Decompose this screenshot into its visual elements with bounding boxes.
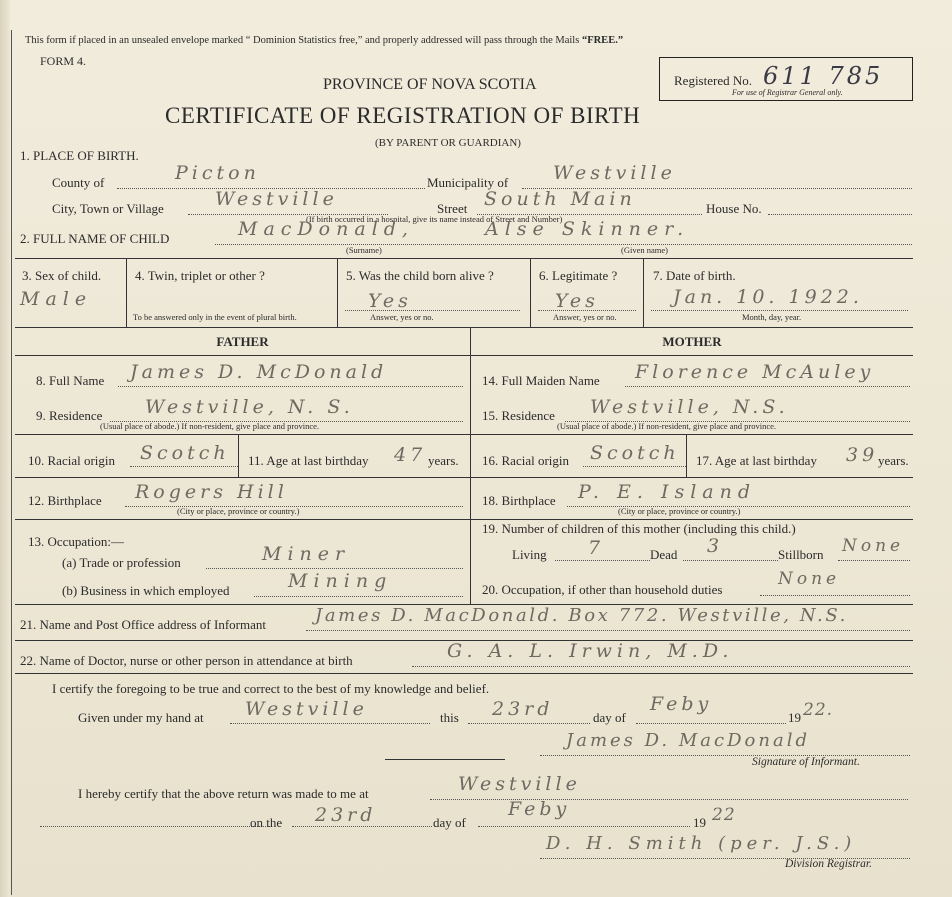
father-residence-value: Westville, N. S. [145, 396, 354, 418]
mail-notice-text: This form if placed in an unsealed envelope marked “ Dominion Statistics free,” and properly addressed will pass through the Mails [25, 35, 580, 46]
alive-answer-note: Answer, yes or no. [370, 312, 434, 322]
living-label: Living [512, 547, 547, 562]
child-surname-value: MacDonald, [238, 218, 414, 240]
informant-label: 21. Name and Post Office address of Informant [20, 617, 266, 632]
mother-name-value: Florence McAuley [635, 361, 875, 383]
county-value: Picton [175, 162, 260, 184]
father-heading: FATHER [216, 334, 269, 349]
father-age-years: years. [428, 453, 459, 468]
county-label: County of [52, 175, 105, 190]
given-month-value: Feby [650, 693, 713, 715]
registrar-place-value: Westville [458, 773, 581, 795]
twin-label: 4. Twin, triplet or other ? [135, 268, 265, 283]
on-the-label: on the [250, 815, 283, 830]
registrar-certify-text: I hereby certify that the above return was made to me at [78, 786, 369, 801]
mother-racial-value: Scotch [590, 442, 680, 464]
dob-value: Jan. 10. 1922. [673, 286, 863, 308]
registrar-day-value: 23rd [315, 804, 377, 826]
mother-occupation-label: 20. Occupation, if other than household duties [482, 582, 723, 597]
given-year-prefix: 19 [788, 710, 801, 725]
father-name-value: James D. McDonald [130, 361, 388, 383]
given-place-value: Westville [245, 698, 368, 720]
doctor-label: 22. Name of Doctor, nurse or other person in attendance at birth [20, 653, 353, 668]
mother-age-label: 17. Age at last birthday [696, 453, 817, 468]
father-trade-value: Miner [262, 543, 351, 565]
municipality-label: Municipality of [427, 175, 509, 190]
father-business-value: Mining [288, 570, 393, 592]
street-value: South Main [484, 188, 636, 210]
father-trade-label: (a) Trade or profession [62, 555, 181, 570]
mother-residence-value: Westville, N.S. [590, 396, 789, 418]
street-label: Street [437, 201, 468, 216]
mother-heading: MOTHER [662, 334, 722, 349]
form-number: FORM 4. [40, 54, 87, 68]
stillborn-label: Stillborn [778, 547, 824, 562]
alive-label: 5. Was the child born alive ? [346, 268, 494, 283]
doctor-value: G. A. L. Irwin, M.D. [447, 640, 734, 662]
dob-note: Month, day, year. [742, 312, 802, 322]
father-name-label: 8. Full Name [36, 373, 105, 388]
father-racial-label: 10. Racial origin [28, 453, 116, 468]
mother-residence-label: 15. Residence [482, 408, 555, 423]
mother-birthplace-label: 18. Birthplace [482, 493, 556, 508]
given-day-of-label: day of [593, 710, 626, 725]
father-birthplace-note: (City or place, province or country.) [177, 506, 300, 516]
mother-children-label: 19. Number of children of this mother (including this child.) [482, 521, 796, 536]
alive-value: Yes [368, 290, 412, 312]
division-registrar-label: Division Registrar. [785, 858, 872, 870]
mother-age-years: years. [878, 453, 909, 468]
registrar-day-of-label: day of [433, 815, 466, 830]
page-margin-line [11, 30, 12, 895]
twin-note: To be answered only in the event of plural birth. [133, 312, 297, 322]
dob-label: 7. Date of birth. [653, 268, 736, 283]
surname-note: (Surname) [346, 245, 382, 255]
legitimate-value: Yes [555, 290, 599, 312]
sex-label: 3. Sex of child. [22, 268, 102, 283]
city-label: City, Town or Village [52, 201, 164, 216]
father-birthplace-value: Rogers Hill [135, 481, 288, 503]
given-name-note: (Given name) [621, 245, 668, 255]
informant-signature: James D. MacDonald [566, 730, 810, 751]
registrar-month-value: Feby [508, 798, 571, 820]
city-value: Westville [215, 188, 338, 210]
legitimate-label: 6. Legitimate ? [539, 268, 618, 283]
this-label: this [440, 710, 459, 725]
given-year-value: 22. [803, 700, 834, 720]
father-residence-note: (Usual place of abode.) If non-resident, give place and province. [100, 421, 320, 431]
certificate-subtitle: (BY PARENT OR GUARDIAN) [375, 137, 521, 149]
stillborn-value: None [842, 536, 905, 556]
house-number-label: House No. [706, 201, 762, 216]
mother-name-label: 14. Full Maiden Name [482, 373, 600, 388]
father-racial-value: Scotch [140, 442, 230, 464]
father-business-label: (b) Business in which employed [62, 583, 230, 598]
certificate-title: CERTIFICATE OF REGISTRATION OF BIRTH [165, 103, 641, 128]
mother-birthplace-note: (City or place, province or country.) [618, 506, 741, 516]
child-given-name-value: Alse Skinner. [485, 218, 690, 240]
given-day-value: 23rd [492, 698, 554, 720]
father-age-value: 47 [394, 444, 427, 466]
registered-label: Registered No. [674, 73, 752, 88]
mother-residence-note: (Usual place of abode.) If non-resident, give place and province. [557, 421, 777, 431]
registrar-signature: D. H. Smith (per. J.S.) [546, 833, 857, 854]
registered-number: 611 785 [763, 62, 884, 90]
municipality-value: Westville [553, 162, 676, 184]
certify-text: I certify the foregoing to be true and correct to the best of my knowledge and belief. [52, 681, 490, 696]
dead-label: Dead [650, 547, 678, 562]
child-name-label: 2. FULL NAME OF CHILD [20, 231, 170, 246]
father-occupation-label: 13. Occupation:— [28, 534, 125, 549]
legitimate-answer-note: Answer, yes or no. [553, 312, 617, 322]
father-birthplace-label: 12. Birthplace [28, 493, 102, 508]
living-value: 7 [588, 537, 605, 559]
mother-occupation-value: None [778, 569, 841, 589]
page-edge-strip [0, 0, 10, 897]
registrar-year-prefix: 19 [693, 815, 706, 830]
registered-note: For use of Registrar General only. [732, 88, 843, 97]
place-of-birth-label: 1. PLACE OF BIRTH. [20, 148, 139, 163]
mother-birthplace-value: P. E. Island [578, 481, 757, 503]
informant-value: James D. MacDonald. Box 772. Westville, N.S. [315, 605, 848, 626]
father-residence-label: 9. Residence [36, 408, 103, 423]
dead-value: 3 [707, 535, 724, 557]
mother-racial-label: 16. Racial origin [482, 453, 570, 468]
province-heading: PROVINCE OF NOVA SCOTIA [323, 76, 537, 93]
sex-value: Male [20, 288, 93, 310]
given-under-hand-label: Given under my hand at [78, 710, 204, 725]
mail-notice-free: “FREE.” [581, 35, 624, 46]
mail-notice [25, 35, 623, 46]
registrar-year-value: 22 [712, 805, 736, 825]
mother-age-value: 39 [846, 444, 879, 466]
hospital-note: (If birth occurred in a hospital, give its name instead of Street and Number) [306, 214, 563, 224]
father-age-label: 11. Age at last birthday [248, 453, 369, 468]
signature-informant-label: Signature of Informant. [752, 756, 860, 768]
